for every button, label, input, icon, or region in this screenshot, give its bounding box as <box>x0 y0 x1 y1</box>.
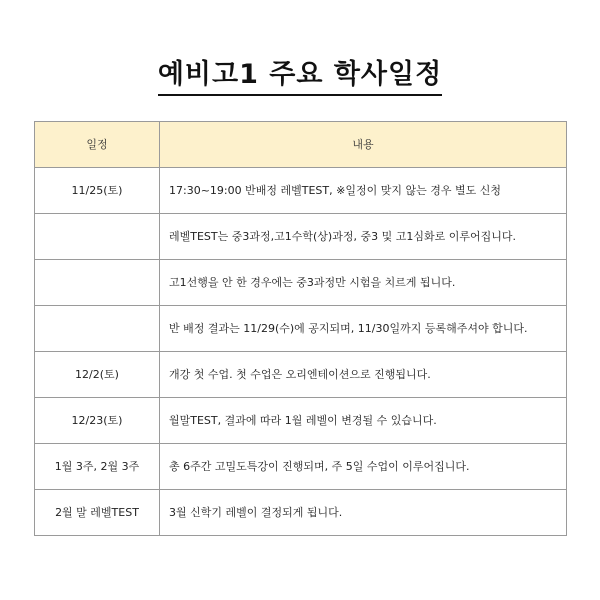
row-date <box>35 260 160 306</box>
table-header-row <box>35 122 567 168</box>
row-content: 레벨TEST는 중3과정,고1수학(상)과정, 중3 및 고1심화로 이루어집니다. <box>160 214 567 260</box>
row-date <box>35 306 160 352</box>
row-date: 2월 말 레벨TEST <box>35 490 160 536</box>
row-date: 12/23(토) <box>35 398 160 444</box>
row-date: 12/2(토) <box>35 352 160 398</box>
row-content: 반 배정 결과는 11/29(수)에 공지되며, 11/30일까지 등록해주셔야 합니다. <box>160 306 567 352</box>
row-content: 3월 신학기 레벨이 결정되게 됩니다. <box>160 490 567 536</box>
row-content: 개강 첫 수업. 첫 수업은 오리엔테이션으로 진행됩니다. <box>160 352 567 398</box>
table-row <box>35 306 567 352</box>
row-content: 17:30~19:00 반배정 레벨TEST, ※일정이 맞지 않는 경우 별도 신청 <box>160 168 567 214</box>
schedule-table <box>34 121 567 536</box>
row-content: 총 6주간 고밀도특강이 진행되며, 주 5일 수업이 이루어집니다. <box>160 444 567 490</box>
header-date: 일정 <box>35 122 160 168</box>
page-title: 예비고1 주요 학사일정 <box>158 58 442 96</box>
title-container <box>0 58 600 96</box>
table-row <box>35 260 567 306</box>
header-content: 내용 <box>160 122 567 168</box>
row-date: 11/25(토) <box>35 168 160 214</box>
table-row <box>35 490 567 536</box>
table-row <box>35 168 567 214</box>
table-row <box>35 352 567 398</box>
row-date <box>35 214 160 260</box>
table-row <box>35 444 567 490</box>
table-row <box>35 214 567 260</box>
row-date: 1월 3주, 2월 3주 <box>35 444 160 490</box>
row-content: 월말TEST, 결과에 따라 1월 레벨이 변경될 수 있습니다. <box>160 398 567 444</box>
table-row <box>35 398 567 444</box>
row-content: 고1선행을 안 한 경우에는 중3과정만 시험을 치르게 됩니다. <box>160 260 567 306</box>
